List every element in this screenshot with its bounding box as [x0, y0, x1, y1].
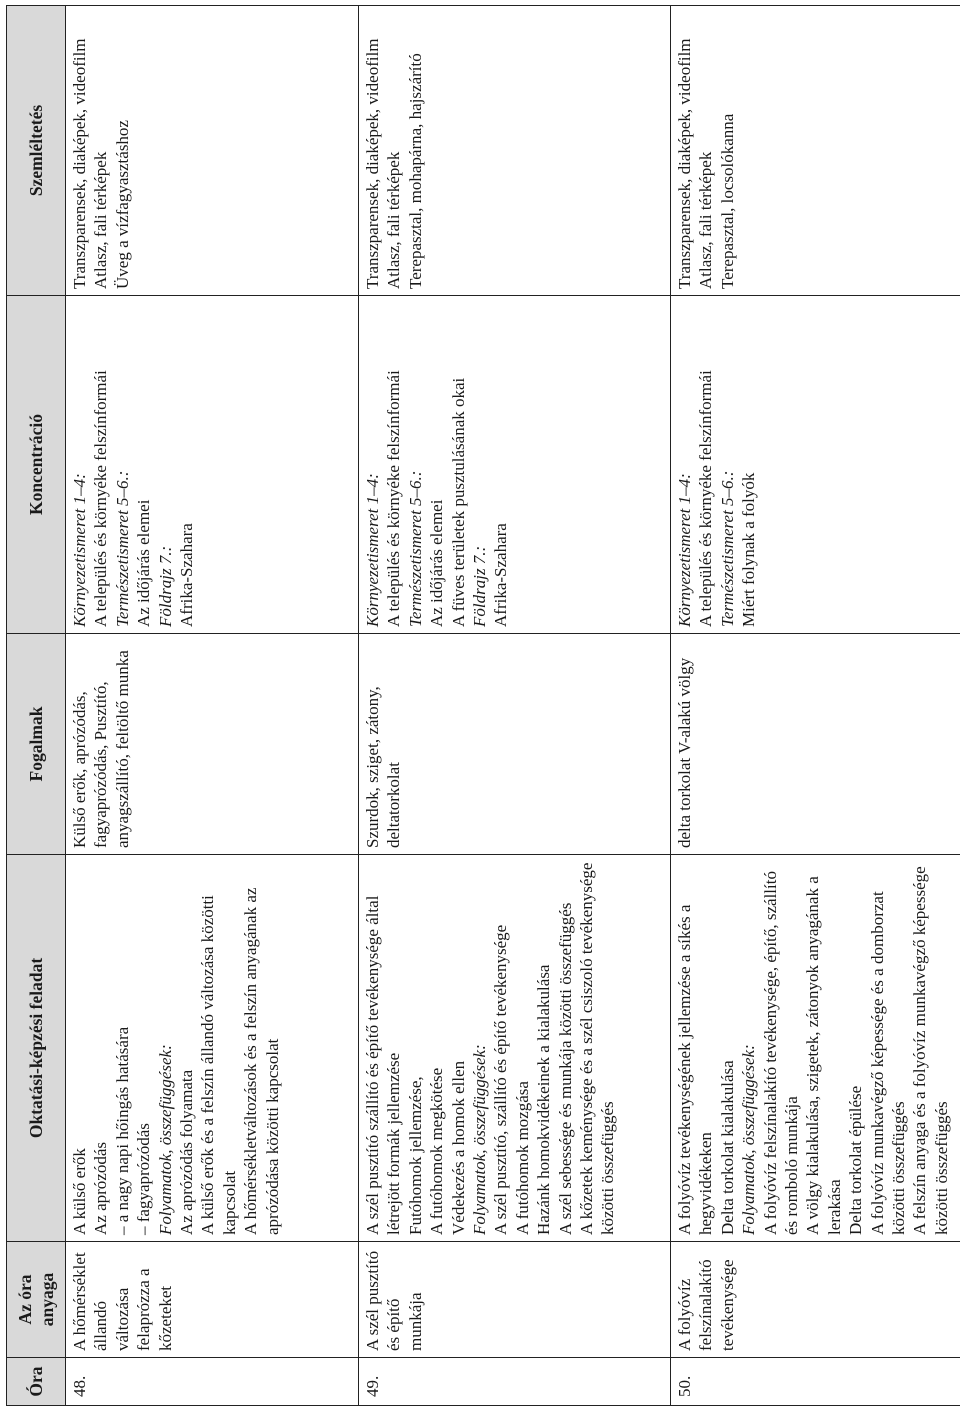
table-row: [671, 6, 960, 1406]
table-row: [66, 6, 359, 1406]
cell-line: A település és környéke felszínformái: [91, 370, 111, 627]
cell-ora: 50.: [671, 1358, 960, 1406]
cell-line: A hőmérsékletváltozások és a felszín anyagának az aprózódása közötti kapcsolat: [241, 887, 282, 1235]
cell-line: A völgy kialakulása, szigetek, zátonyok anyagának a lerakása: [803, 876, 844, 1235]
header-ora: Óra: [7, 1358, 66, 1406]
cell-line: Környezetismeret 1–4:: [363, 473, 382, 627]
header-koncentracio: Koncentráció: [7, 296, 66, 634]
cell-line: – a nagy napi hőingás hatására: [112, 1026, 132, 1235]
cell-line: Az időjárás elemei: [134, 499, 154, 627]
cell-koncentracio: [359, 296, 671, 634]
cell-line: A település és környéke felszínformái: [696, 370, 716, 627]
cell-feladat: [359, 855, 671, 1242]
cell-fogalmak: Szurdok, sziget, zátony, deltatorkolat: [359, 634, 671, 855]
cell-line: A futóhomok megkötése: [427, 1067, 447, 1235]
cell-szemleltetes: [671, 6, 960, 296]
cell-line: – fagyaprózódás: [134, 1123, 154, 1235]
cell-line: Természetismeret 5–6.:: [717, 470, 737, 627]
cell-koncentracio: [66, 296, 359, 634]
cell-line: Transzparensek, diaképek, videofilm: [675, 38, 694, 289]
cell-line: A szél pusztító, szállító és építő tevékenysége: [491, 924, 511, 1235]
cell-line: Hazánk homokvidékeinek a kialakulása: [534, 964, 554, 1235]
cell-line: Delta torkolat kialakulása: [717, 1060, 737, 1235]
rotated-table-wrapper: [6, 6, 956, 1406]
cell-line: Afrika-Szahara: [491, 523, 511, 627]
cell-line: A folyóvíz tevékenységének jellemzése a síkés a hegyvidékeken: [675, 904, 716, 1235]
cell-line: Delta torkolat épülése: [846, 1085, 866, 1235]
cell-line: A szél sebessége és munkája közötti összefüggés: [555, 902, 575, 1235]
cell-line: A külső erők: [70, 1148, 89, 1235]
cell-line: Az időjárás elemei: [427, 499, 447, 627]
cell-line: Folyamatok, összefüggések:: [155, 1044, 175, 1235]
cell-line: Az aprózódás folyamata: [177, 1069, 197, 1235]
header-fogalmak: Fogalmak: [7, 634, 66, 855]
header-feladat: Oktatási-képzési feladat: [7, 855, 66, 1242]
cell-anyaga: A folyóvíz felszínalakító tevékenysége: [671, 1242, 960, 1358]
cell-fogalmak: Külső erők, aprózódás, fagyaprózódás, Pusztító, anyagszállító, feltöltő munka: [66, 634, 359, 855]
cell-anyaga: A hőmérséklet állandó változása felaprózza a kőzeteket: [66, 1242, 359, 1358]
cell-line: Természetismeret 5–6.:: [405, 470, 425, 627]
cell-anyaga: A szél pusztító és építő munkája: [359, 1242, 671, 1358]
cell-ora: 49.: [359, 1358, 671, 1406]
cell-line: Üveg a vízfagyasztáshoz: [112, 120, 132, 289]
cell-line: A kőzetek keménysége és a szél csiszoló tevékenysége közötti összefüggés: [577, 862, 618, 1235]
cell-line: Transzparensek, diaképek, videofilm: [70, 38, 89, 289]
cell-line: A folyóvíz felszínalakító tevékenysége, építő, szállító és romboló munkája: [760, 871, 802, 1235]
cell-line: Terepasztal, mohapárna, hajszárító: [405, 53, 425, 289]
cell-line: A futóhomok mozgása: [512, 1081, 532, 1235]
cell-line: Miért folynak a folyók: [739, 472, 759, 627]
cell-feladat: [671, 855, 960, 1242]
header-szemleltetes: Szemléltetés: [7, 6, 66, 296]
header-row: [7, 6, 66, 1406]
lesson-plan-table: [6, 5, 960, 1406]
cell-line: A település és környéke felszínformái: [384, 370, 404, 627]
cell-line: Védekezés a homok ellen: [448, 1060, 468, 1235]
cell-szemleltetes: [66, 6, 359, 296]
cell-line: Afrika-Szahara: [177, 523, 197, 627]
cell-feladat: [66, 855, 359, 1242]
cell-line: Környezetismeret 1–4:: [70, 473, 89, 627]
cell-line: Folyamatok, összefüggések:: [739, 1044, 759, 1235]
cell-line: A külső erők és a felszín állandó változása közötti kapcsolat: [198, 895, 239, 1235]
cell-line: Atlasz, fali térképek: [696, 151, 716, 289]
cell-line: Atlasz, fali térképek: [91, 151, 111, 289]
cell-line: Folyamatok, összefüggések:: [470, 1044, 490, 1235]
cell-line: A folyóvíz munkavégző képessége és a domborzat közötti összefüggés: [867, 891, 909, 1235]
cell-szemleltetes: [359, 6, 671, 296]
cell-line: Természetismeret 5–6.:: [112, 470, 132, 627]
cell-line: A felszín anyaga és a folyóvíz munkavégző képessége közötti összefüggés: [910, 866, 951, 1235]
cell-line: Környezetismeret 1–4:: [675, 473, 694, 627]
cell-line: Transzparensek, diaképek, videofilm: [363, 38, 382, 289]
cell-line: Futóhomok jellemzése,: [405, 1076, 425, 1235]
cell-line: Terepasztal, locsolókanna: [717, 113, 737, 289]
cell-line: Atlasz, fali térképek: [384, 151, 404, 289]
cell-line: A szél pusztító szállító és építő tevékenysége által létrejött formák jellemzése: [363, 895, 404, 1235]
cell-line: Földrajz 7.:: [155, 545, 175, 627]
cell-line: A füves területek pusztulásának okai: [448, 377, 468, 627]
table-row: [359, 6, 671, 1406]
cell-line: Az aprózódás: [91, 1142, 111, 1235]
cell-koncentracio: [671, 296, 960, 634]
cell-ora: 48.: [66, 1358, 359, 1406]
header-anyaga: Az óra anyaga: [7, 1242, 66, 1358]
cell-line: Földrajz 7.:: [470, 545, 490, 627]
cell-fogalmak: delta torkolat V-alakú völgy: [671, 634, 960, 855]
